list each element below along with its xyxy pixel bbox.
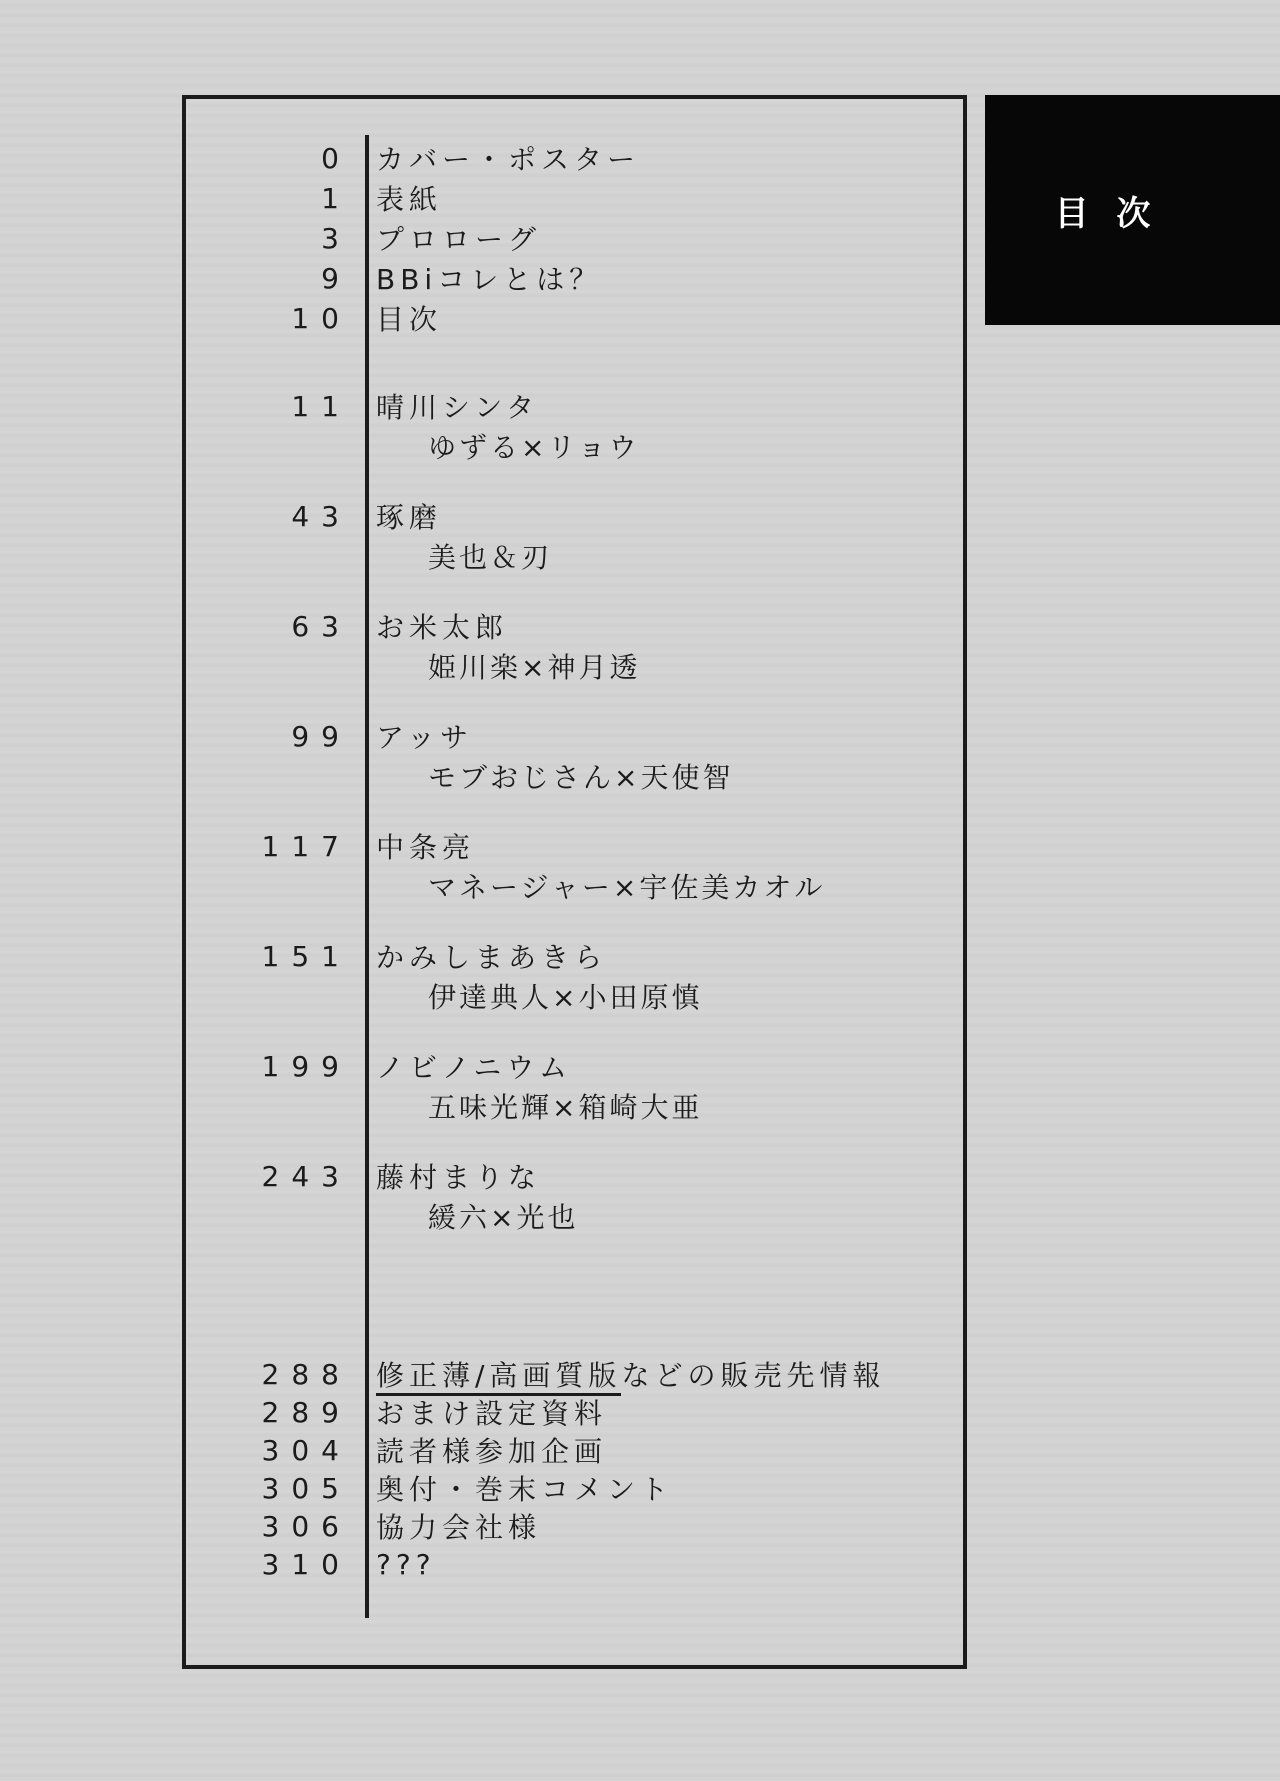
story-pairing: 五味光輝×箱崎大亜	[428, 1091, 703, 1124]
toc-header-plate	[985, 95, 1280, 325]
toc-entry	[186, 258, 963, 298]
entry-title-rest: などの販売先情報	[621, 1359, 886, 1392]
page-number: 310	[261, 1547, 351, 1581]
toc-entry	[186, 1393, 963, 1431]
page-number: 43	[291, 499, 351, 533]
toc-entry	[186, 298, 963, 338]
story-title-row	[186, 606, 963, 646]
page-number: 11	[291, 389, 351, 423]
toc-outline-box	[182, 95, 967, 1669]
entry-title-plain: 協力会社様	[376, 1511, 542, 1544]
story-title-row	[186, 386, 963, 426]
entry-title: 目次	[376, 303, 443, 336]
story-title-row	[186, 716, 963, 756]
story-author-title: アッサ	[376, 721, 474, 754]
toc-content	[186, 99, 963, 1583]
toc-story-entry	[186, 606, 963, 686]
story-pairing: 緩六×光也	[428, 1201, 579, 1234]
toc-story-entry	[186, 1046, 963, 1126]
entry-title: カバー・ポスター	[376, 143, 641, 176]
story-pairing: 伊達典人×小田原慎	[428, 981, 703, 1014]
page-number: 99	[291, 719, 351, 753]
page-number: 243	[261, 1159, 351, 1193]
toc-story-entry	[186, 716, 963, 796]
toc-story-entry	[186, 1156, 963, 1236]
page-number: 304	[261, 1433, 351, 1467]
toc-story-entry	[186, 936, 963, 1016]
story-pairing-row	[186, 1196, 963, 1236]
page-title: 目 次	[1054, 193, 1159, 234]
toc-story-entry	[186, 826, 963, 906]
entry-title	[376, 1506, 541, 1546]
page-number: 289	[261, 1395, 351, 1429]
story-author-title: 琢磨	[376, 501, 443, 534]
toc-story-entry	[186, 386, 963, 466]
toc-story-entry	[186, 496, 963, 576]
page-number: 306	[261, 1509, 351, 1543]
page-number: 10	[291, 301, 351, 335]
story-pairing: 美也＆刃	[428, 541, 553, 574]
story-author-title: お米太郎	[376, 611, 509, 644]
page-number: 63	[291, 609, 351, 643]
page-number: 288	[261, 1357, 351, 1391]
page-number: 117	[261, 829, 351, 863]
entry-title	[376, 1430, 607, 1470]
story-author-title: ノビノニウム	[376, 1051, 573, 1084]
story-pairing-row	[186, 646, 963, 686]
story-pairing-row	[186, 976, 963, 1016]
page-number: 151	[261, 939, 351, 973]
toc-entry	[186, 1545, 963, 1583]
page-number: 3	[321, 221, 351, 255]
story-pairing: 姫川楽×神月透	[428, 651, 641, 684]
page-number: 0	[321, 141, 351, 175]
entry-title-plain: 奥付・巻末コメント	[376, 1473, 674, 1506]
entry-title-underlined: 修正薄/高画質版	[376, 1359, 621, 1396]
page-number: 199	[261, 1049, 351, 1083]
entry-title-plain: おまけ設定資料	[376, 1397, 608, 1430]
entry-title	[376, 1548, 436, 1581]
story-pairing-row	[186, 536, 963, 576]
toc-entry	[186, 138, 963, 178]
toc-front-matter-list	[186, 138, 963, 338]
story-pairing-row	[186, 756, 963, 796]
entry-title	[376, 1392, 607, 1432]
entry-title	[376, 1354, 885, 1394]
story-title-row	[186, 496, 963, 536]
story-pairing: モブおじさん×天使智	[428, 761, 734, 794]
toc-entry	[186, 1431, 963, 1469]
page-number: 1	[321, 181, 351, 215]
toc-entry	[186, 218, 963, 258]
entry-title: プロローグ	[376, 223, 542, 256]
toc-entry	[186, 1469, 963, 1507]
story-title-row	[186, 936, 963, 976]
toc-stories-list	[186, 386, 963, 1236]
entry-title-plain: 読者様参加企画	[376, 1435, 608, 1468]
story-author-title: かみしまあきら	[376, 941, 608, 974]
page-number: 9	[321, 261, 351, 295]
entry-title: 表紙	[376, 183, 443, 216]
story-author-title: 晴川シンタ	[376, 391, 540, 424]
story-pairing-row	[186, 866, 963, 906]
story-title-row	[186, 826, 963, 866]
story-pairing-row	[186, 426, 963, 466]
entry-title	[376, 1468, 673, 1508]
story-pairing: ゆずる×リョウ	[428, 431, 640, 464]
toc-back-matter-list	[186, 1355, 963, 1583]
story-pairing: マネージャー×宇佐美カオル	[428, 871, 826, 904]
story-author-title: 藤村まりな	[376, 1161, 542, 1194]
page-number: 305	[261, 1471, 351, 1505]
entry-title-plain: ???	[376, 1547, 436, 1581]
story-title-row	[186, 1046, 963, 1086]
toc-entry	[186, 178, 963, 218]
story-author-title: 中条亮	[376, 831, 476, 864]
story-pairing-row	[186, 1086, 963, 1126]
toc-entry	[186, 1355, 963, 1393]
toc-entry	[186, 1507, 963, 1545]
story-title-row	[186, 1156, 963, 1196]
entry-title: BBiコレとは？	[376, 263, 603, 296]
